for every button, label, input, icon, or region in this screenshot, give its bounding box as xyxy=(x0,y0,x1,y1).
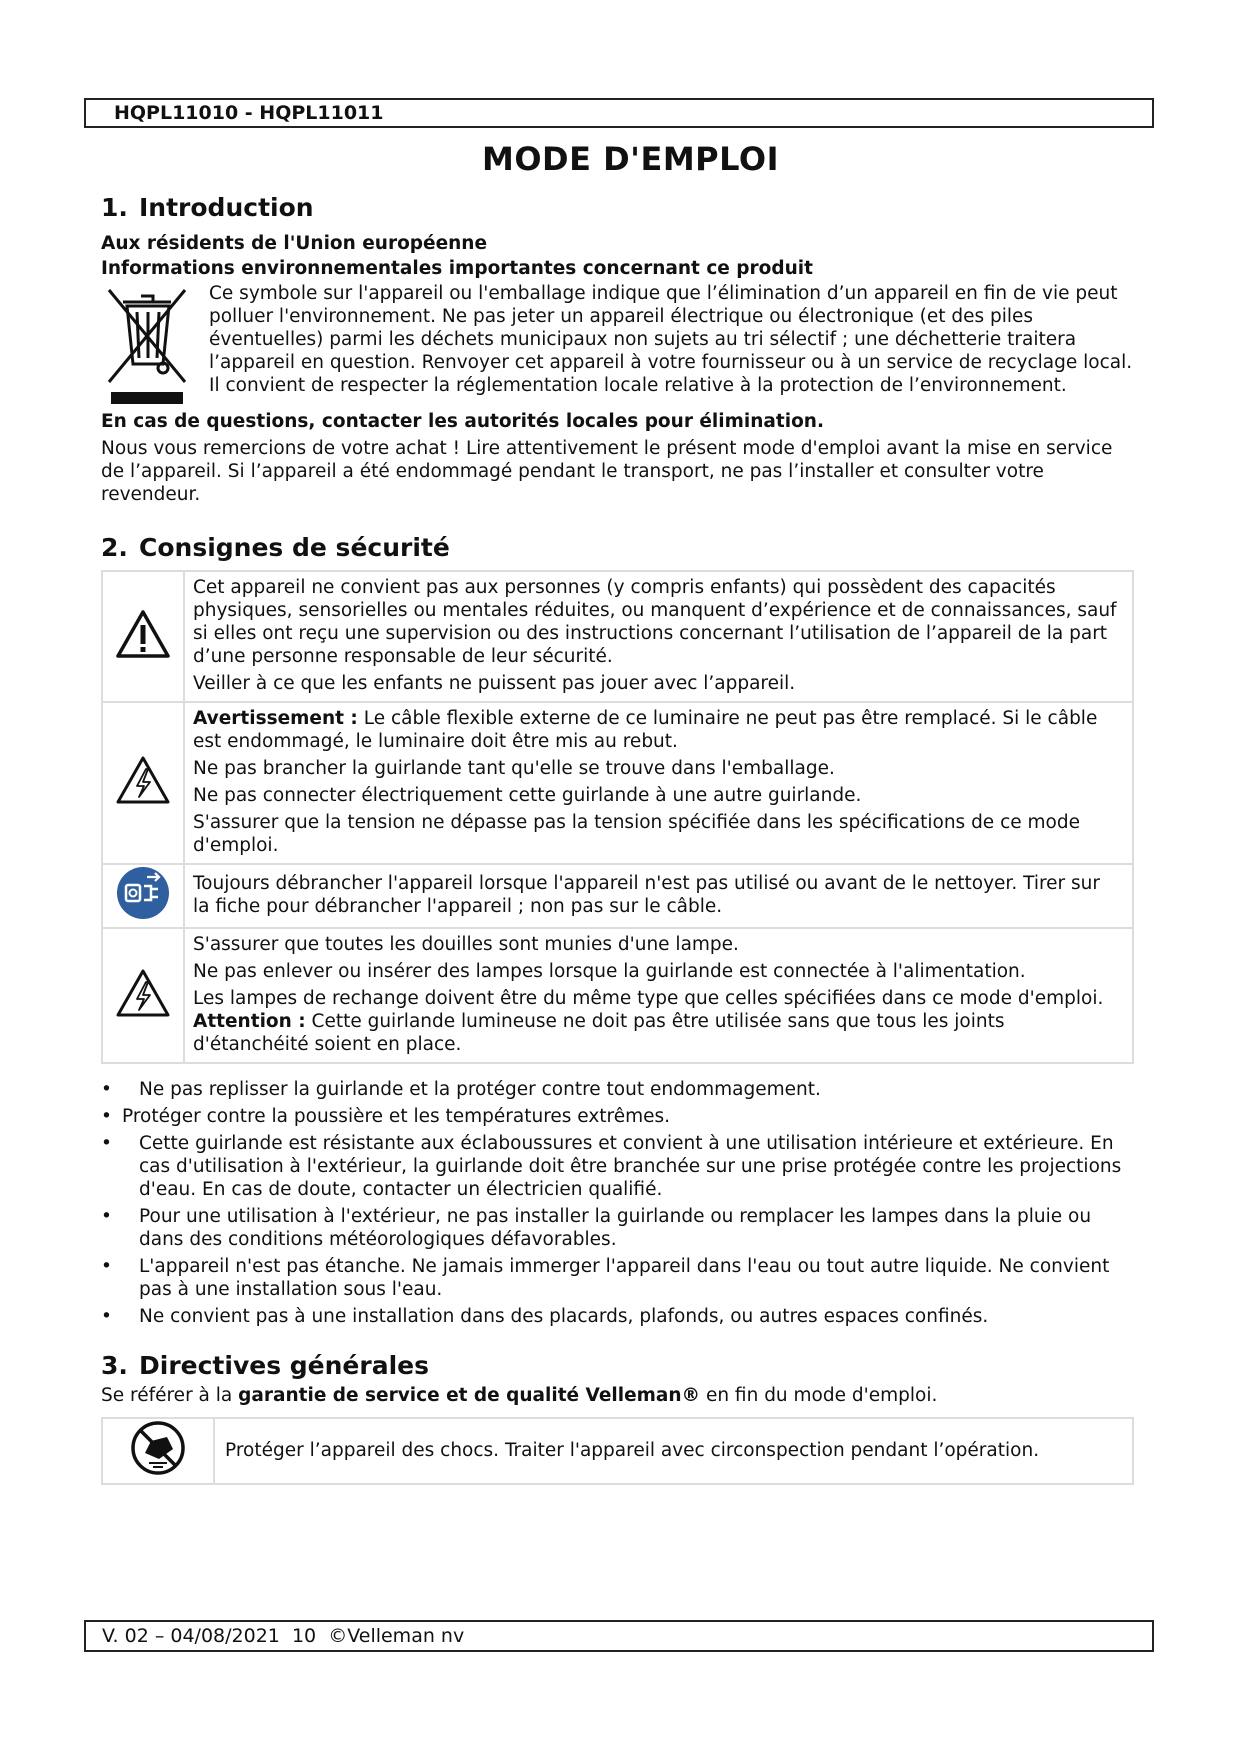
page-title: MODE D'EMPLOI xyxy=(482,140,779,178)
unplug-icon xyxy=(102,864,184,928)
general-row-shock: Protéger l’appareil des chocs. Traiter l'appareil avec circonspection pendant l’opération. xyxy=(102,1418,1133,1484)
thanks-paragraph: Nous vous remercions de votre achat ! Lire attentivement le présent mode d'emploi avant la mise en service de l’appareil. Si l’appareil a été endommagé pendant le transport, ne pas l’installer et consulter votre revendeur. xyxy=(101,438,1113,505)
section-heading-safety: 2. Consignes de sécurité xyxy=(101,533,450,562)
no-shock-icon xyxy=(102,1418,214,1484)
eu-residents-subheading: Aux résidents de l'Union européenne xyxy=(101,233,488,254)
list-item: • L'appareil n'est pas étanche. Ne jamais immerger l'appareil dans l'eau ou tout autre liquide. Ne convient pas à une installation sous l'eau. xyxy=(101,1255,1141,1301)
warranty-reference: Se référer à la garantie de service et de qualité Velleman® en fin du mode d'emploi. xyxy=(101,1385,938,1406)
section-heading-introduction: 1. Introduction xyxy=(101,193,314,222)
safety-row-lamps: S'assurer que toutes les douilles sont munies d'une lampe. Ne pas enlever ou insérer des lampes lorsque la guirlande est connectée à l'alimentation. Les lampes de rechange doivent être du même type que celles spécifiées dans ce mode d'emploi. Attention : Cette guirlande lumineuse ne doit pas être utilisée sans que tous les joints d'étanchéité soient en place. xyxy=(102,928,1133,1063)
document-body xyxy=(101,192,1141,1485)
general-table xyxy=(101,1417,1134,1485)
list-item: • Ne convient pas à une installation dans des placards, plafonds, ou autres espaces confinés. xyxy=(101,1305,1141,1328)
contact-authorities: En cas de questions, contacter les autorités locales pour élimination. xyxy=(101,411,824,432)
page-header xyxy=(84,98,1154,128)
electric-hazard-icon xyxy=(102,928,184,1063)
safety-row-capacities: Cet appareil ne convient pas aux personnes (y compris enfants) qui possèdent des capacités physiques, sensorielles ou mentales réduites, ou manquent d’expérience et de connaissances, sauf si elles ont reçu une supervision ou des instructions concernant l’utilisation de l’appareil de la part d’une personne responsable de leur sécurité. Veiller à ce que les enfants ne puissent pas jouer avec l’appareil. xyxy=(102,571,1133,702)
safety-row-unplug: Toujours débrancher l'appareil lorsque l'appareil n'est pas utilisé ou avant de le nettoyer. Tirer sur la fiche pour débrancher l'appareil ; non pas sur le câble. xyxy=(102,864,1133,928)
model-numbers: HQPL11010 - HQPL11011 xyxy=(114,102,384,124)
page-footer xyxy=(84,1620,1154,1652)
weee-notice xyxy=(101,282,1141,410)
list-item: • Cette guirlande est résistante aux éclaboussures et convient à une utilisation intérieure et extérieure. En cas d'utilisation à l'extérieur, la guirlande doit être branchée sur une prise protégée contre les projections d'eau. En cas de doute, contacter un électricien qualifié. xyxy=(101,1132,1141,1201)
warning-icon xyxy=(102,571,184,702)
weee-bin-icon xyxy=(101,282,209,410)
list-item: • Protéger contre la poussière et les températures extrêmes. xyxy=(101,1105,1141,1128)
environmental-info-subheading: Informations environnementales importantes concernant ce produit xyxy=(101,258,813,279)
electric-hazard-icon xyxy=(102,702,184,864)
safety-bullets xyxy=(101,1078,1141,1328)
footer-text: V. 02 – 04/08/2021 10 ©Velleman nv xyxy=(102,1625,465,1647)
safety-row-cable: Avertissement : Le câble flexible externe de ce luminaire ne peut pas être remplacé. Si le câble est endommagé, le luminaire doit être mis au rebut. Ne pas brancher la guirlande tant qu'elle se trouve dans l'emballage. Ne pas connecter électriquement cette guirlande à une autre guirlande. S'assurer que la tension ne dépasse pas la tension spécifiée dans les spécifications de ce mode d'emploi. xyxy=(102,702,1133,864)
list-item: • Pour une utilisation à l'extérieur, ne pas installer la guirlande ou remplacer les lampes dans la pluie ou dans des conditions météorologiques défavorables. xyxy=(101,1205,1141,1251)
safety-table xyxy=(101,570,1134,1064)
weee-text: Ce symbole sur l'appareil ou l'emballage indique que l’élimination d’un appareil en fin de vie peut polluer l'environnement. Ne pas jeter un appareil électrique ou électronique (et des piles éventuelles) parmi les déchets municipaux non sujets au tri sélectif ; une déchetterie traitera l’appareil en question. Renvoyer cet appareil à votre fournisseur ou à un service de recyclage local. Il convient de respecter la réglementation locale relative à la protection de l’environnement. xyxy=(209,283,1133,396)
list-item: • Ne pas replisser la guirlande et la protéger contre tout endommagement. xyxy=(101,1078,1141,1101)
section-heading-general: 3. Directives générales xyxy=(101,1351,429,1380)
